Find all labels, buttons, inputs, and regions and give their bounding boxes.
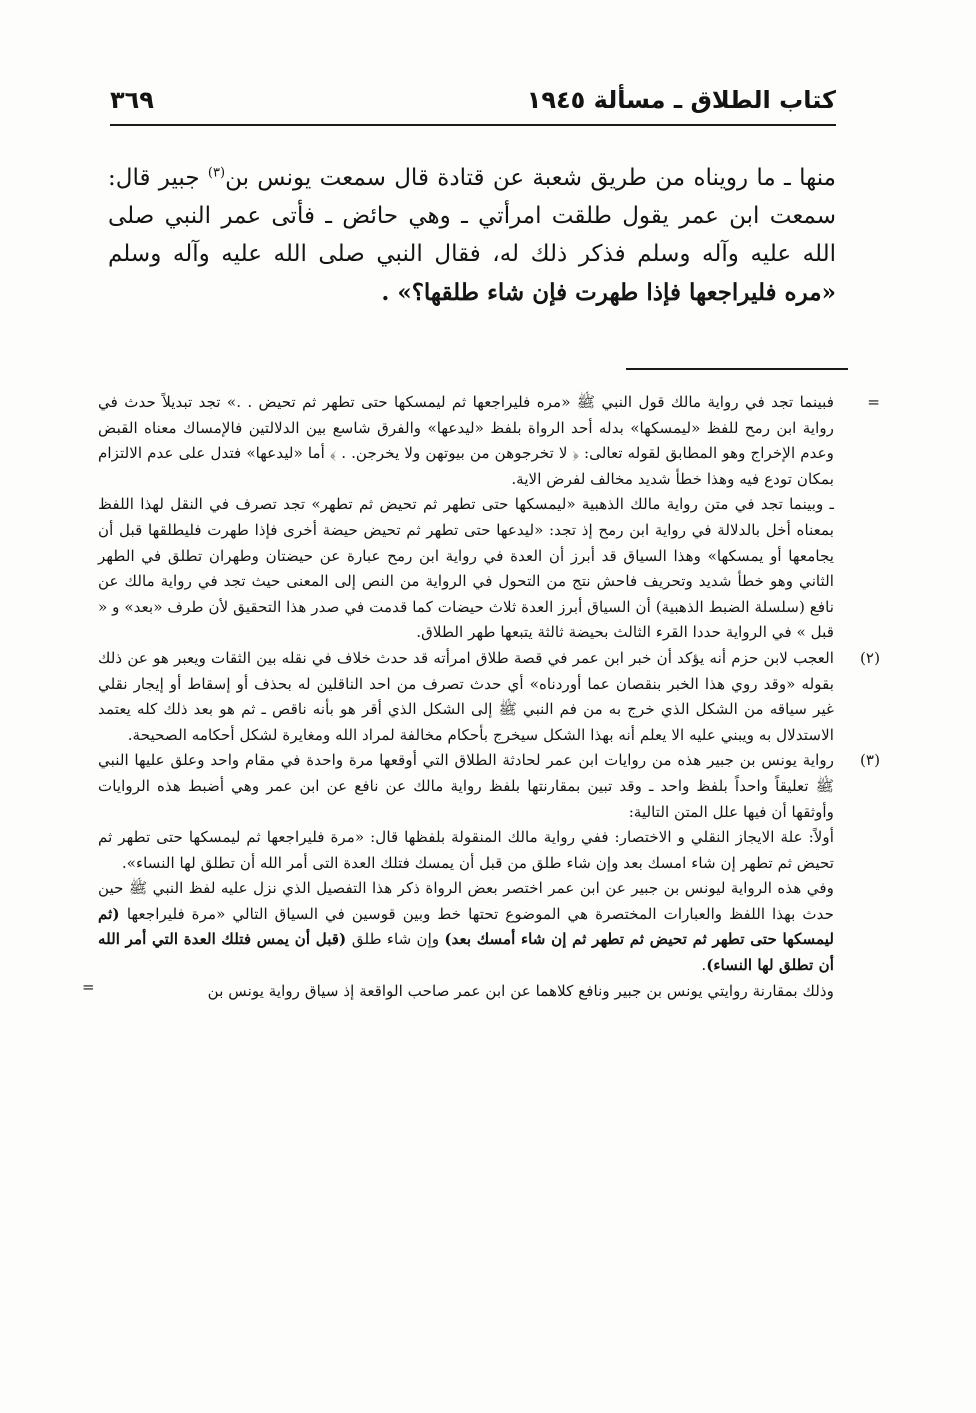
footnotes xyxy=(82,390,880,1004)
chapter-title: كتاب الطلاق ـ مسألة ١٩٤٥ xyxy=(526,86,836,114)
footnote-3-second-text-c: . xyxy=(701,956,707,975)
continuation-marker: = xyxy=(867,393,880,411)
footnote-3-second-text-a: وفي هذه الرواية ليونس بن جبير عن ابن عمر اختصر بعض الرواة ذكر هذا التفصيل الذي نزل عليه لفظ النبي ﷺ حين حدث بهذا اللفظ والعبارات المختصرة هي الموضوع تحتها خط وبين قوسين في السياق التالي «مرة فليراجعها xyxy=(98,879,834,923)
footnote-3 xyxy=(82,748,880,1004)
footnote-2-marker: (٢) xyxy=(859,648,880,667)
footnote-2 xyxy=(98,646,880,748)
footnote-3-second-text-b: وإن شاء طلق xyxy=(351,930,445,949)
footnote-3-marker: (٣) xyxy=(859,751,880,770)
footnote-3-first-point: أولاً: علة الايجاز النقلي و الاختصار: ففي رواية مالك المنقولة بلفظها قال: «مرة فليراجعها ثم ليمسكها حتى تطهر ثم تحيض ثم تطهر إن شاء امسك بعد وإن شاء طلق من قبل أن يمسك فتلك العدة التى أمر الله أن تطلق لها النساء». xyxy=(98,828,834,872)
footnote-3-bold-phrase-1: (ثم ليمسكها حتى تطهر ثم تحيض ثم تطهر ثم إن شاء أمسك بعد) xyxy=(98,904,835,949)
continues-next-page-marker: = xyxy=(82,977,95,996)
footnote-3-bold-phrase-2: (قبل أن يمس فتلك العدة التي أمر الله أن تطلق لها النساء) xyxy=(98,930,834,975)
main-paragraph xyxy=(108,160,836,312)
footnote-3-last-line: وذلك بمقارنة روايتي يونس بن جبير ونافع كلاهما عن ابن عمر صاحب الواقعة إذ سياق رواية يونس بن xyxy=(207,981,834,1000)
footnote-reference-3: (٣) xyxy=(207,165,226,181)
footnote-continuation xyxy=(98,390,880,646)
footnote-3-second-point xyxy=(98,876,834,978)
footnote-continuation-paragraph-2: ـ وبينما تجد في متن رواية مالك الذهبية «ليمسكها حتى تطهر ثم تحيض ثم تطهر» تجد تصرف في النقل لهذا اللفظ بمعناه أخل بالدلالة في رواية ابن رمح إذ تجد: «ليدعها حتى تطهر ثم تحيض حيضة أخرى فإذا طهرت فليطلقها قبل أن يجامعها أو يمسكها» وهذا السياق قد أبرز أن العدة في رواية ابن رمح عبارة عن حيضتان وطهران تطلق في الطهر الثاني وهو خطأ شديد وتحريف فاحش نتج من التحول في الرواية من النص إلى المعنى حيث تجد في رواية مالك عن نافع (سلسلة الضبط الذهبية) أن السياق أبرز العدة ثلاث حيضات كما قدمت في صدر هذا التحقيق لأن طرف «بعد» و « قبل » في الرواية حددا القرء الثالث بحيضة ثالثة يتبعها طهر الطلاق. xyxy=(98,495,834,642)
main-text xyxy=(108,160,836,312)
main-text-part-2: جبير قال: سمعت ابن عمر يقول طلقت امرأتي ـ وهي حائض ـ فأتى عمر النبي صلى الله عليه وآله وسلم فذكر ذلك له، فقال النبي صلى الله عليه وآله وسلم xyxy=(108,165,836,267)
main-text-part-1: منها ـ ما رويناه من طريق شعبة عن قتادة قال سمعت يونس بن xyxy=(225,165,836,191)
footnote-2-text: العجب لابن حزم أنه يؤكد أن خبر ابن عمر في قصة طلاق امرأته قد حدث خلاف في نقله بين الثقات ويعبر هو عن ذلك بقوله «وقد روي هذا الخبر بنقصان عما أوردناه» أي حدث تصرف من احد الناقلين له بحذف أو إسقاط أو إيجار نقلي غير سياقه من الشكل الذي خرج به من فم النبي ﷺ إلى الشكل الذي أقر هو بأنه ناقص ـ ثم هو بعد ذلك كله يعتمد الاستدلال به ويبني عليه الا يعلم أنه بهذا الشكل سيخرج بأحكام مخالفة لمراد الله ومغايرة لشكل أحكامه الصحيحة. xyxy=(98,648,834,744)
running-header xyxy=(110,84,836,126)
footnote-divider xyxy=(626,368,848,370)
footnote-continuation-paragraph-1: فبينما تجد في رواية مالك قول النبي ﷺ «مره فليراجعها ثم ليمسكها حتى تطهر ثم تحيض . .» تجد تبديلاً حدث في رواية ابن رمح للفظ «ليمسكها» بدله أحد الرواة بلفظ «ليدعها» والفرق شاسع بين الدلالتين فالإمساك معناه القبض وعدم الإخراج وهو المطابق لقوله تعالى: ﴿ لا تخرجوهن من بيوتهن ولا يخرجن. . ﴾ أما «ليدعها» فتدل على عدم الالتزام بمكان تودع فيه وهذا خطأ شديد مخالف لفرض الاية. xyxy=(98,393,834,488)
hadith-quote: «مره فليراجعها فإذا طهرت فإن شاء طلقها؟» . xyxy=(381,278,836,306)
page-number: ٣٦٩ xyxy=(110,86,154,114)
footnote-3-intro: رواية يونس بن جبير هذه من روايات ابن عمر لحادثة الطلاق التي أوقعها مرة واحدة في مقام واحد وعلق عليها النبي ﷺ تعليقاً واحداً بلفظ واحد ـ وقد تبين بمقارنتها بلفظ رواية مالك عن نافع عن ابن عمر وهي أضبط هذه الروايات وأوثقها أن فيها علل المتن التالية: xyxy=(98,751,834,821)
